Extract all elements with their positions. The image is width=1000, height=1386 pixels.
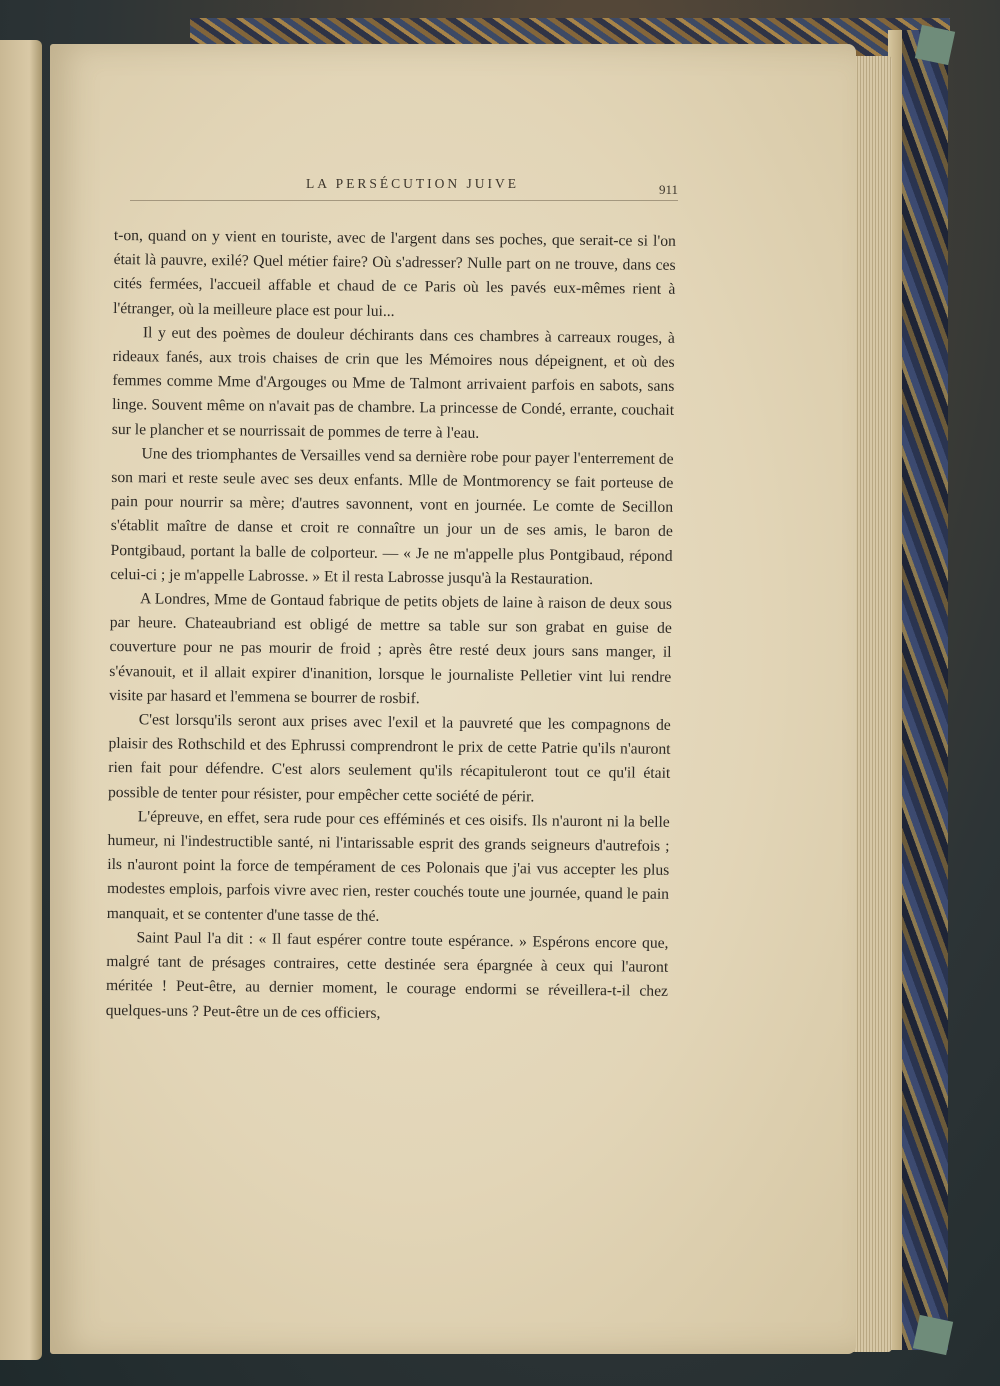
page-number: 911 bbox=[658, 182, 678, 197]
paragraph-3: Une des triomphantes de Versailles vend sa dernière robe pour payer l'enterrement de son mari et reste seule avec ses deux enfants. Mlle de Montmorency se fait porteuse de pain pour nourrir sa mère; d'autres savonnent, vont en journée. Le comte de Secillon s'établit maître de danse et croit re connaître un jour un de ses amis, le baron de Pontgibaud, portant la balle de colporteur. — « Je ne m'appelle plus Pontgibaud, répond celui-ci ; je m'appelle Labrosse. » Et il resta Labrosse jusqu'à la Restauration. bbox=[110, 445, 674, 588]
paragraph-6: L'épreuve, en effet, sera rude pour ces efféminés et ces oisifs. Ils n'auront ni la belle humeur, ni l'indestructible santé, ni l'intarissable esprit des grands seigneurs d'autrefois ; ils n'auront point la force de tempérament de ces Polonais que j'ai vus accepter les plus modestes emplois, parfois vivre avec rien, rester couchés toute une journée, quand le pain manquait, et se contenter d'une tasse de thé. bbox=[106, 808, 670, 925]
running-head-title: LA PERSÉCUTION JUIVE bbox=[306, 176, 520, 191]
corner-tab-bottom bbox=[913, 1315, 953, 1355]
paragraph-2: Il y eut des poèmes de douleur déchirants dans ces chambres à carreaux rouges, à rideaux fanés, aux trois chaises de crin que les Mémoires nous dépeignent, et où des femmes comme Mme d'Argouges ou Mme de Talmont arrivaient parfois en sabots, sans linge. Souvent même on n'avait pas de chambre. La princesse de Condé, errante, couchait sur le plancher et se nourrissait de pommes de terre à l'eau. bbox=[111, 324, 675, 442]
marbled-board-right bbox=[888, 30, 948, 1350]
paragraph-5: C'est lorsqu'ils seront aux prises avec l'exil et la pauvreté que les compagnons de plaisir des Rothschild et des Ephrussi comprendront le prix de cette Patrie qu'ils n'auront rien fait pour défendre. C'est alors seulement qu'ils récapituleront tout ce qu'il était possible de tenter pour résister, pour empêcher cette société de périr. bbox=[107, 711, 671, 806]
corner-tab-top bbox=[915, 25, 955, 65]
body-text bbox=[106, 224, 676, 1029]
left-page-edge bbox=[0, 40, 42, 1360]
paragraph-7: Saint Paul l'a dit : « Il faut espérer contre toute espérance. » Espérons encore que, malgré tant de présages contraires, cette destinée sera épargnée à ceux qui l'auront méritée ! Peut-être, au dernier moment, le courage endormi se réveillera-t-il chez quelques-uns ? Peut-être un de ces officiers, bbox=[105, 929, 669, 1022]
header-rule bbox=[130, 200, 678, 201]
paragraph-1: t-on, quand on y vient en touriste, avec de l'argent dans ses poches, que serait-ce si l'on était là pauvre, exilé? Quel métier faire? Où s'adresser? Nulle part on ne trouve, dans ces cités fermées, l'accueil affable et chaud de ce Paris où les pavés eux-mêmes rient à l'étranger, où la meilleure place est pour lui... bbox=[113, 226, 676, 320]
paragraph-4: A Londres, Mme de Gontaud fabrique de petits objets de laine à raison de deux sous par heure. Chateaubriand est obligé de mettre sa table sur son grabat en guise de couverture pour ne pas mourir de froid ; après être resté deux jours sans manger, il s'évanouit, et il allait expirer d'inanition, lorsque le journaliste Pelletier vint lui rendre visite par hasard et l'emmena se bourrer de rosbif. bbox=[108, 590, 673, 708]
running-head bbox=[130, 172, 678, 202]
